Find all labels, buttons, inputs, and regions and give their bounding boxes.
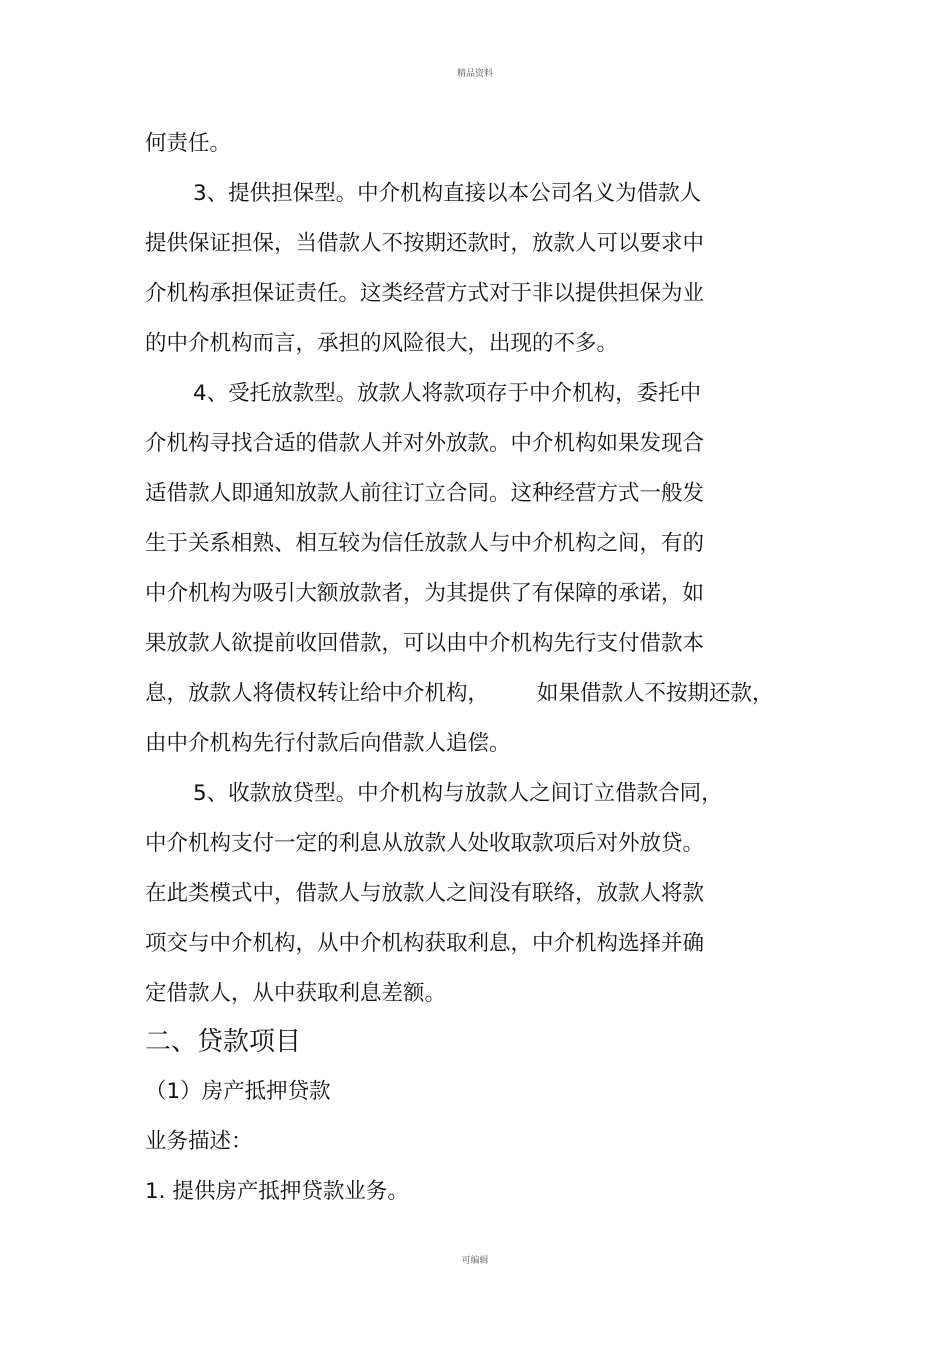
paragraph-line: 的中介机构而言，承担的风险很大，出现的不多。 (145, 331, 619, 356)
paragraph-line: 由中介机构先行付款后向借款人追偿。 (145, 731, 511, 756)
paragraph-line (145, 680, 795, 708)
page-header-mark: 精品资料 (456, 69, 493, 79)
paragraph-line: 项交与中介机构，从中介机构获取利息，中介机构选择并确 (145, 931, 705, 956)
paragraph-line: 在此类模式中，借款人与放款人之间没有联络，放款人将款 (145, 881, 705, 906)
paragraph-line: 5、收款放贷型。中介机构与放款人之间订立借款合同， (193, 781, 723, 806)
paragraph-line: 提供保证担保，当借款人不按期还款时，放款人可以要求中 (145, 231, 705, 256)
paragraph-line: 适借款人即通知放款人前往订立合同。这种经营方式一般发 (145, 481, 705, 506)
paragraph-line: 中介机构支付一定的利息从放款人处收取款项后对外放贷。 (145, 831, 705, 856)
paragraph-line: 何责任。 (145, 131, 232, 156)
section-heading: 二、贷款项目 (145, 1027, 302, 1057)
list-item: 1. 提供房产抵押贷款业务。 (145, 1179, 409, 1204)
line-segment: 息，放款人将债权转让给中介机构， (145, 681, 490, 706)
paragraph-line: 定借款人，从中获取利息差额。 (145, 981, 447, 1006)
paragraph-line: 3、提供担保型。中介机构直接以本公司名义为借款人 (193, 181, 702, 206)
page-footer-mark: 可编辑 (461, 1256, 489, 1266)
paragraph-line: 生于关系相熟、相互较为信任放款人与中介机构之间，有的 (145, 531, 705, 556)
paragraph-line: 中介机构为吸引大额放款者，为其提供了有保障的承诺，如 (145, 581, 705, 606)
paragraph-line: 果放款人欲提前收回借款，可以由中介机构先行支付借款本 (145, 631, 705, 656)
subsection-heading: （1）房产抵押贷款 (145, 1079, 331, 1104)
paragraph-line: 介机构寻找合适的借款人并对外放款。中介机构如果发现合 (145, 431, 705, 456)
paragraph-line: 4、受托放款型。放款人将款项存于中介机构，委托中 (193, 381, 702, 406)
line-segment: 如果借款人不按期还款， (537, 681, 774, 706)
description-label: 业务描述： (145, 1129, 253, 1154)
paragraph-line: 介机构承担保证责任。这类经营方式对于非以提供担保为业 (145, 281, 705, 306)
